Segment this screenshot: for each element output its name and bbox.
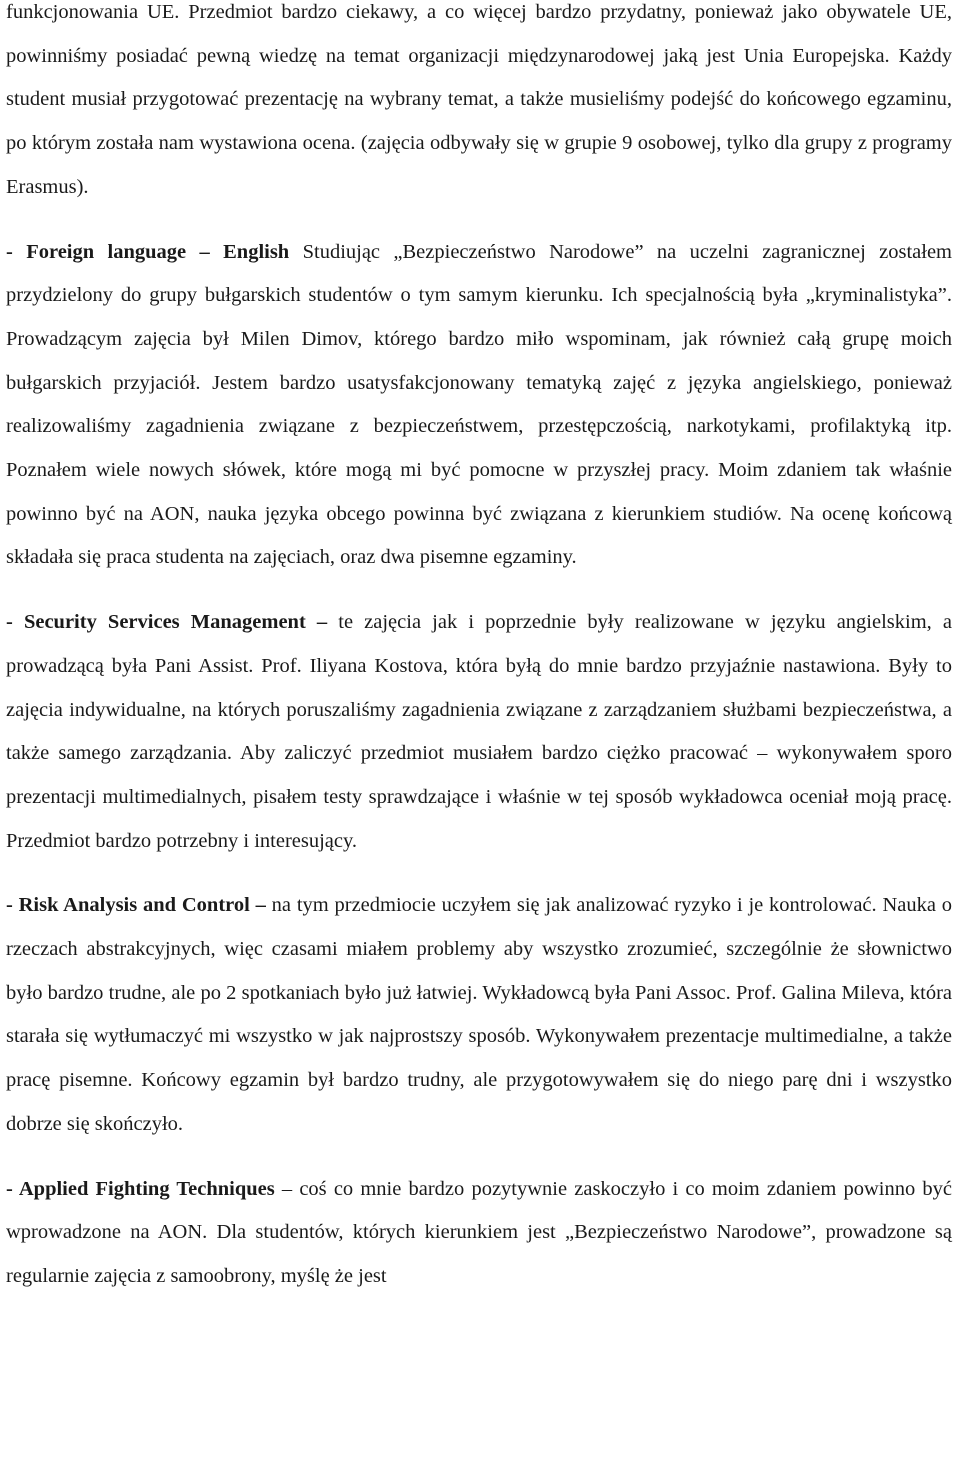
paragraph-text: Studiując „Bezpieczeństwo Narodowe” na uczelni zagranicznej zostałem przydzielony do grupy bułgarskich studentów o tym samym kierunku. Ich specjalnością była „kryminalistyka”. Prowadzącym zajęcia był Milen Dimov, którego bardzo miło wspominam, jak również całą grupę moich bułgarskich przyjaciół. Jestem bardzo usatysfakcjonowany tematyką zajęć z języka angielskiego, ponieważ realizowaliśmy zagadnienia związane z bezpieczeństwem, przestępczością, narkotykami, profilaktyką itp. Poznałem wiele nowych słówek, które mogą mi być pomocne w przyszłej pracy. Moim zdaniem tak właśnie powinno być na AON, nauka języka obcego powinna być związana z kierunkiem studiów. Na ocenę końcową składała się praca studenta na zajęciach, oraz dwa pisemne egzaminy.: [6, 240, 952, 569]
subject-heading-fighting-techniques: - Applied Fighting Techniques: [6, 1177, 275, 1200]
paragraph-foreign-language: [6, 231, 952, 581]
paragraph-text: te zajęcia jak i poprzednie były realizowane w języku angielskim, a prowadzącą była Pani Assist. Prof. Iliyana Kostova, która byłą do mnie bardzo przyjaźnie nastawiona. Były to zajęcia indywidualne, na których poruszaliśmy zagadnienia związane z zarządzaniem służbami bezpieczeństwa, a także samego zarządzania. Aby zaliczyć przedmiot musiałem bardzo ciężko pracować – wykonywałem sporo prezentacji multimedialnych, pisałem testy sprawdzające i właśnie w tej sposób wykładowca oceniał moją pracę. Przedmiot bardzo potrzebny i interesujący.: [6, 611, 952, 852]
paragraph-fighting-techniques: [6, 1168, 952, 1299]
paragraph-eu-functioning: [6, 0, 952, 210]
paragraph-risk-analysis: [6, 884, 952, 1146]
subject-heading-foreign-language: - Foreign language – English: [6, 240, 290, 263]
subject-heading-security-services: - Security Services Management –: [6, 611, 328, 634]
subject-heading-risk-analysis: - Risk Analysis and Control –: [6, 894, 266, 917]
paragraph-text: na tym przedmiocie uczyłem się jak analizować ryzyko i je kontrolować. Nauka o rzeczach abstrakcyjnych, więc czasami miałem problemy aby wszystko zrozumieć, szczególnie że słownictwo było bardzo trudne, ale po 2 spotkaniach było już łatwiej. Wykładowcą była Pani Assoc. Prof. Galina Mileva, która starała się wytłumaczyć mi wszystko w jak najprostszy sposób. Wykonywałem prezentacje multimedialne, a także pracę pisemne. Końcowy egzamin był bardzo trudny, ale przygotowywałem się do niego parę dni i wszystko dobrze się skończyło.: [6, 894, 952, 1135]
paragraph-text: – coś co mnie bardzo pozytywnie zaskoczyło i co moim zdaniem powinno być wprowadzone na AON. Dla studentów, których kierunkiem jest „Bezpieczeństwo Narodowe”, prowadzone są regularnie zajęcia z samoobrony, myślę że jest: [6, 1177, 953, 1287]
paragraph-text: funkcjonowania UE. Przedmiot bardzo ciekawy, a co więcej bardzo przydatny, ponieważ jako obywatele UE, powinniśmy posiadać pewną wiedzę na temat organizacji międzynarodowej jaką jest Unia Europejska. Każdy student musiał przygotować prezentację na wybrany temat, a także musieliśmy podejść do końcowego egzaminu, po którym została nam wystawiona ocena. (zajęcia odbywały się w grupie 9 osobowej, tylko dla grupy z programy Erasmus).: [6, 1, 952, 198]
paragraph-security-services: [6, 601, 952, 863]
